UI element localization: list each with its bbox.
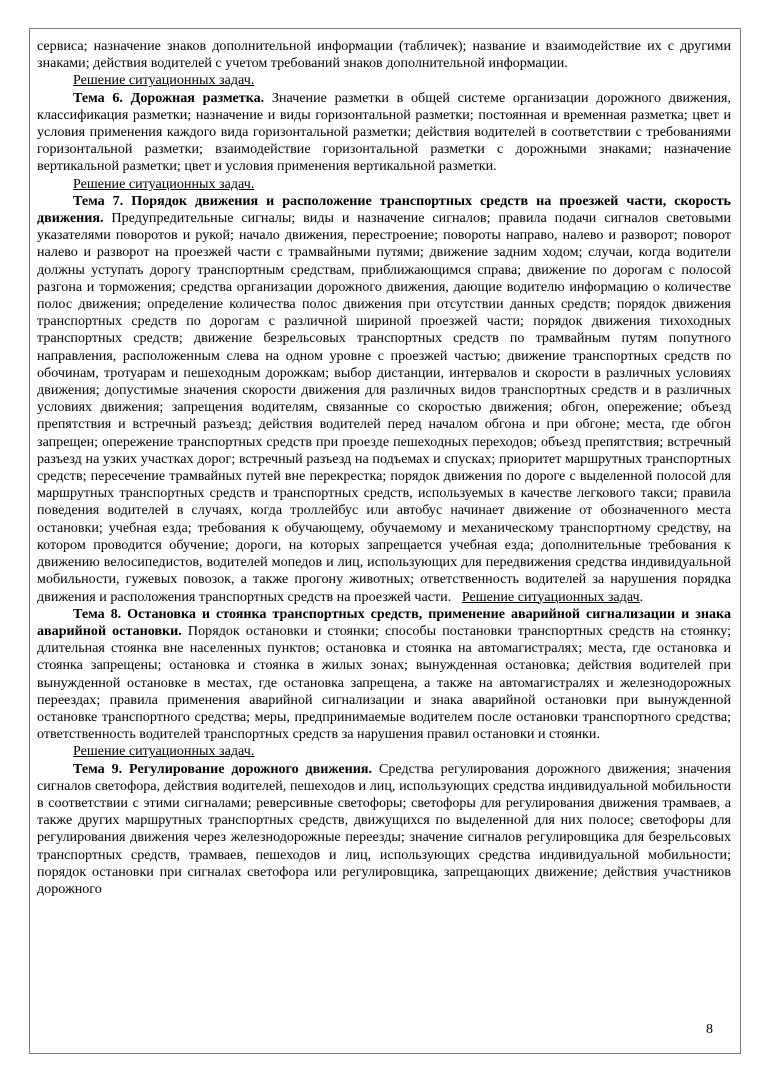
solution-label: Решение ситуационных задач. (73, 743, 255, 760)
topic-7-solution-label: Решение ситуационных задач (461, 588, 640, 605)
topic-7-heading: Тема 7. Порядок движения и расположение транспортных средств на проезжей части, скорость движения. (37, 192, 731, 227)
solution-label: Решение ситуационных задач. (73, 175, 255, 192)
topic-6-paragraph (37, 90, 731, 176)
document-body (37, 38, 731, 898)
topic-8-paragraph (37, 606, 731, 744)
intro-paragraph: сервиса; назначение знаков дополнительной информации (табличек); название и взаимодействие их с другими знаками; действия водителей с учетом требований знаков дополнительной информации. (37, 38, 731, 72)
topic-9-heading: Тема 9. Регулирование дорожного движения. (73, 760, 373, 777)
topic-8-body: Порядок остановки и стоянки; способы постановки транспортных средств на стоянку; длительная стоянка вне населенных пунктов; остановка и стоянка на автомагистралях; места, где остановка и стоянка запрещены; остановка и стоянка в жилых зонах; вынужденная остановка; действия водителей при вынужденной остановке в местах, где остановка запрещена, а также на автомагистралях и железнодорожных переездах; правила применения аварийной сигнализации и знака аварийной остановки при вынужденной остановке транспортного средства; меры, предпринимаемые водителем после остановки транспортного средства; ответственность водителей транспортных средств за нарушения правил остановки и стоянки. (37, 622, 732, 743)
topic-9-paragraph (37, 761, 731, 899)
topic-7-paragraph: Тема 7. Порядок движения и расположение транспортных средств на проезжей части, скорость движения. Предупредительные сигналы; виды и назначение сигналов; правила подачи сигналов световыми указателями поворотов и рукой; начало движения, перестроение; повороты направо, налево и разворот; поворот налево и разворот на проезжей части с трамвайными путями; движение задним ходом; случаи, когда водители должны уступать дорогу транспортным средствам, приближающимся справа; движение по дорогам с полосой разгона и торможения; средства организации дорожного движения, дающие водителю информацию о количестве полос движения; определение количества полос движения при отсутствии данных средств; порядок движения транспортных средств по дорогам с различной шириной проезжей части; порядок движения тихоходных транспортных средств; движение безрельсовых транспортных средств по трамвайным путям попутного направления, расположенным слева на одном уровне с проезжей частью; движение транспортных средств по обочинам, тротуарам и пешеходным дорожкам; выбор дистанции, интервалов и скорости в различных условиях движения; допустимые значения скорости движения для различных видов транспортных средств и в различных условиях движения; запрещения водителям, связанные со скоростью движения; обгон, опережение; объезд препятствия и встречный разъезд; действия водителей перед началом обгона и при обгоне; места, где обгон запрещен; опережение транспортных средств при проезде пешеходных переходов; объезд препятствия; встречный разъезд на узких участках дорог; встречный разъезд на подъемах и спусках; приоритет маршрутных транспортных средств; пересечение трамвайных путей вне перекрестка; порядок движения по дороге с выделенной полосой для маршрутных транспортных средств и транспортных средств, используемых в качестве легкового такси; правила поведения водителей в случаях, когда троллейбус или автобус начинает движение от обозначенного места остановки; учебная езда; требования к обучающему, обучаемому и механическому транспортному средству, на котором проводится обучение; дороги, на которых запрещается учебная езда; дополнительные требования к движению велосипедистов, водителей мопедов и лиц, использующих для передвижения средства индивидуальной мобильности, гужевых повозок, а также прогону животных; ответственность водителей за нарушения порядка движения и расположения транспортных средств на проезжей части. Решение ситуационных задач. (37, 192, 731, 605)
solution-label: Решение ситуационных задач. (73, 72, 255, 89)
topic-9-body: Средства регулирования дорожного движения; значения сигналов светофора, действия водителей, пешеходов и лиц, использующих средства индивидуальной мобильности в соответствии с этими сигналами; реверсивные светофоры; светофоры для регулирования движения трамваев, а также других маршрутных транспортных средств, движущихся по выделенной для них полосе; светофоры для регулирования движения через железнодорожные переезды; значение сигналов регулировщика для безрельсовых транспортных средств, трамваев, пешеходов и лиц, использующих средства индивидуальной мобильности; порядок остановки при сигналах светофора или регулировщика, запрещающих движение; действия участников дорожного (37, 760, 731, 897)
topic-6-body: Значение разметки в общей системе организации дорожного движения, классификация разметки; назначение и виды горизонтальной разметки; постоянная и временная разметка; цвет и условия применения каждого вида горизонтальной разметки; действия водителей в соответствии с требованиями горизонтальной разметки; взаимодействие горизонтальной разметки с дорожными знаками; назначение вертикальной разметки; цвет и условия применения вертикальной разметки. (37, 89, 731, 175)
topic-8-heading: Тема 8. Остановка и стоянка транспортных средств, применение аварийной сигнализации и знака аварийной остановки. (37, 605, 731, 639)
page-number: 8 (706, 1022, 713, 1037)
topic-7-body: Предупредительные сигналы; виды и назначение сигналов; правила подачи сигналов световыми указателями поворотов и рукой; начало движения, перестроение; повороты направо, налево и разворот; поворот налево и разворот на проезжей части с трамвайными путями; движение задним ходом; случаи, когда водители должны уступать дорогу транспортным средствам, приближающимся справа; движение по дорогам с полосой разгона и торможения; средства организации дорожного движения, дающие водителю информацию о количестве полос движения; определение количества полос движения при отсутствии данных средств; порядок движения транспортных средств по дорогам с различной шириной проезжей части; порядок движения тихоходных транспортных средств; движение безрельсовых транспортных средств по трамвайным путям попутного направления, расположенным слева на одном уровне с проезжей частью; движение транспортных средств по обочинам, тротуарам и пешеходным дорожкам; выбор дистанции, интервалов и скорости в различных условиях движения; допустимые значения скорости движения для различных видов транспортных средств и в различных условиях движения; запрещения водителям, связанные со скоростью движения; обгон, опережение; объезд препятствия и встречный разъезд; действия водителей перед началом обгона и при обгоне; места, где обгон запрещен; опережение транспортных средств при проезде пешеходных переходов; объезд препятствия; встречный разъезд на узких участках дорог; встречный разъезд на подъемах и спусках; приоритет маршрутных транспортных средств; пересечение трамвайных путей вне перекрестка; порядок движения по дороге с выделенной полосой для маршрутных транспортных средств и транспортных средств, используемых в качестве легкового такси; правила поведения водителей в случаях, когда троллейбус или автобус начинает движение от обозначенного места остановки; учебная езда; требования к обучающему, обучаемому и механическому транспортному средству, на котором проводится обучение; дороги, на которых запрещается учебная езда; дополнительные требования к движению велосипедистов, водителей мопедов и лиц, использующих для передвижения средства индивидуальной мобильности, гужевых повозок, а также прогону животных; ответственность водителей за нарушения порядка движения и расположения транспортных средств на проезжей части. (37, 210, 731, 605)
topic-6-heading: Тема 6. Дорожная разметка. (73, 89, 265, 106)
